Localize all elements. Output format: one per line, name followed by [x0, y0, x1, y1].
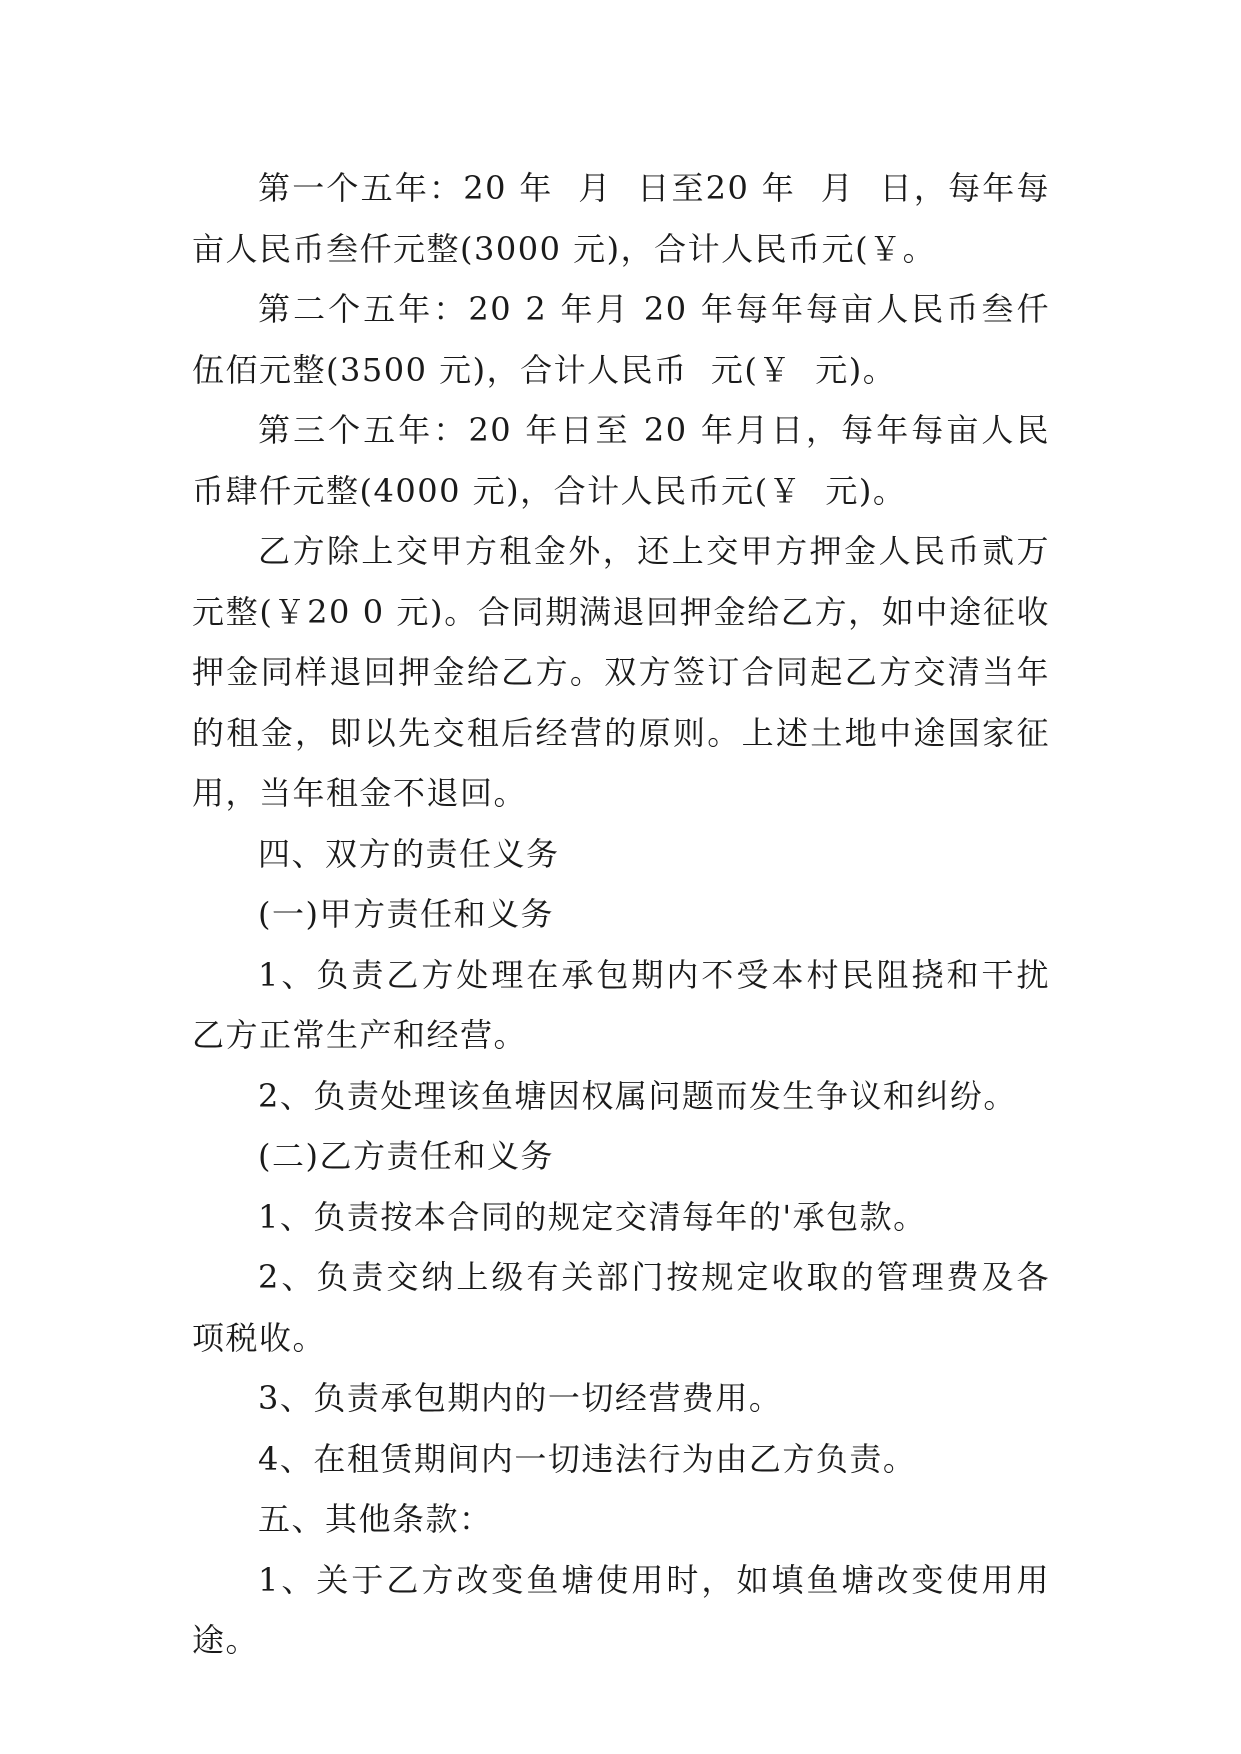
party-a-item-1: 1、负责乙方处理在承包期内不受本村民阻挠和干扰乙方正常生产和经营。: [192, 955, 1050, 1054]
section-heading-responsibilities: 四、双方的责任义务: [258, 834, 560, 873]
other-terms-item-1: 1、关于乙方改变鱼塘使用时，如填鱼塘改变使用用途。: [192, 1560, 1050, 1659]
paragraph-deposit: 乙方除上交甲方租金外，还上交甲方押金人民币贰万元整(￥20 0 元)。合同期满退回押金给乙方，如中途征收押金同样退回押金给乙方。双方签订合同起乙方交清当年的租金，即以先交租后经营的原则。上述土地中途国家征用，当年租金不退回。: [192, 532, 1050, 812]
party-b-item-4: 4、在租赁期间内一切违法行为由乙方负责。: [258, 1439, 917, 1478]
paragraph-third-five-years: 第三个五年：20 年日至 20 年月日，每年每亩人民币肆仟元整(4000 元)，合计人民币元(￥ 元)。: [192, 411, 1050, 510]
paragraph-first-five-years: 第一个五年：20 年 月 日至20 年 月 日，每年每亩人民币叁仟元整(3000 元)，合计人民币元(￥。: [192, 169, 1050, 268]
subheading-party-a: (一)甲方责任和义务: [258, 895, 554, 933]
party-b-item-2: 2、负责交纳上级有关部门按规定收取的管理费及各项税收。: [192, 1258, 1050, 1357]
party-b-item-1: 1、负责按本合同的规定交清每年的'承包款。: [258, 1197, 927, 1236]
paragraph-second-five-years: 第二个五年：20 2 年月 20 年每年每亩人民币叁仟伍佰元整(3500 元)，合计人民币 元(￥ 元)。: [192, 290, 1050, 389]
party-a-item-2: 2、负责处理该鱼塘因权属问题而发生争议和纠纷。: [258, 1076, 1017, 1115]
section-heading-other-terms: 五、其他条款：: [258, 1500, 493, 1538]
document-body: [192, 158, 1050, 1671]
party-b-item-3: 3、负责承包期内的一切经营费用。: [258, 1379, 783, 1417]
subheading-party-b: (二)乙方责任和义务: [258, 1137, 554, 1175]
